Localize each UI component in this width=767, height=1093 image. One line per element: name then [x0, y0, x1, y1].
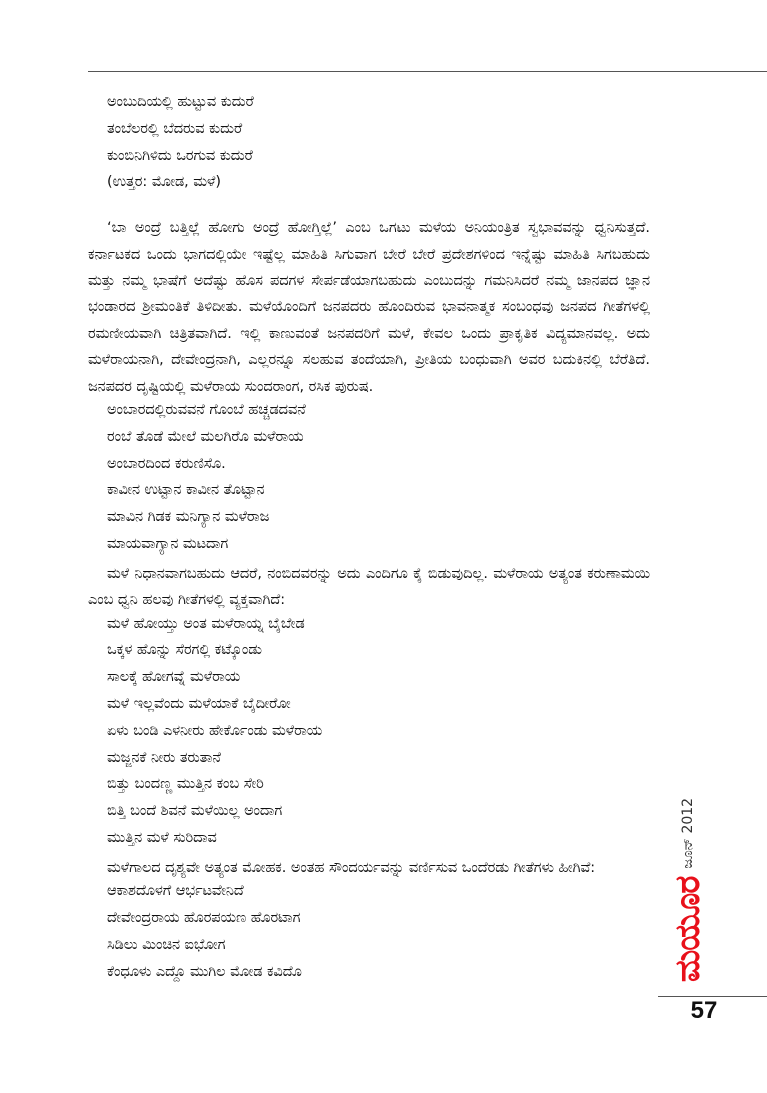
magazine-sidebar: [658, 793, 718, 988]
article-body: [88, 92, 650, 988]
riddle-verse: [88, 92, 650, 199]
verse-line: ಕುಂಬಿನಿಗಿಳಿದು ಒರಗುವ ಕುದುರೆ: [107, 147, 253, 164]
verse-line: ಮಳೆ ಹೋಯ್ತು ಅಂತ ಮಳೆರಾಯ್ನ ಬೈಬೇಡ: [107, 615, 305, 632]
top-rule: [88, 71, 767, 72]
verse-line: ಕಾವೀನ ಉಟ್ಟಾನ ಕಾವೀನ ತೊಟ್ಟಾನ: [107, 482, 265, 499]
verse-line: ದೇವೇಂದ್ರರಾಯ ಹೊರಪಯಣ ಹೊರಟಾಗ: [107, 910, 301, 926]
verse-line: ಏಳು ಬಂಡಿ ಎಳನೀರು ಹೇರ್ಕೊಂಡು ಮಳೆರಾಯ: [107, 722, 323, 739]
verse-line: ಬಿತ್ತು ಬಂದಣ್ಣ ಮುತ್ತಿನ ಕಂಬ ಸೇರಿ: [107, 776, 264, 793]
verse-line: ಸಿಡಿಲು ಮಿಂಚಿನ ಐಭೋಗ: [107, 936, 226, 953]
magazine-logo: ಮಯೂರ: [668, 876, 708, 983]
paragraph: ಮಳೆ ನಿಧಾನವಾಗಬಹುದು ಆದರೆ, ನಂಬಿದವರನ್ನು ಅದು ಎಂದಿಗೂ ಕೈ ಬಿಡುವುದಿಲ್ಲ. ಮಳೆರಾಯ ಅತ್ಯಂತ ಕರುಣಾಮಯಿ ಎಂಬ ಧ್ವನಿ ಹಲವು ಗೀತೆಗಳಲ್ಲಿ ವ್ಯಕ್ತವಾಗಿದೆ:: [88, 565, 650, 609]
verse-line: ತಂಬೆಲರಲ್ಲಿ ಬೆದರುವ ಕುದುರೆ: [107, 120, 243, 137]
verse-line: ಮಜ್ಜನಕೆ ನೀರು ತರುತಾನೆ: [107, 749, 221, 766]
verse-block: [88, 400, 650, 561]
verse-line: ಆಕಾಶದೊಳಗೆ ಆರ್ಭಟವೇನಿದೆ: [107, 883, 244, 900]
page-number: 57: [690, 997, 718, 1024]
verse-block: [88, 614, 650, 855]
verse-line: ಮುತ್ತಿನ ಮಳೆ ಸುರಿದಾವ: [107, 830, 217, 846]
paragraph: ಮಳೆಗಾಲದ ದೃಶ್ಯವೇ ಅತ್ಯಂತ ಮೋಹಕ. ಅಂತಹ ಸೌಂದರ್ಯವನ್ನು ವರ್ಣಿಸುವ ಒಂದೆರಡು ಗೀತೆಗಳು ಹೀಗಿವೆ:: [107, 859, 596, 876]
verse-line: ಅಂಬಾರದಿಂದ ಕರುಣಿಸೊ.: [107, 455, 226, 472]
verse-block: [88, 881, 650, 988]
verse-line: ರಂಬೆ ತೊಡೆ ಮೇಲೆ ಮಲಗಿರೊ ಮಳೆರಾಯ: [107, 428, 304, 445]
verse-line: ಮಳೆ ಇಲ್ಲವೆಂದು ಮಳೆಯಾಕೆ ಬೈದೀರೋ: [107, 696, 291, 713]
verse-line: ಬಿತ್ತಿ ಬಂದೆ ಶಿವನೆ ಮಳೆಯಿಲ್ಲ ಅಂದಾಗ: [107, 803, 283, 820]
verse-line: ಕೆಂಧೂಳು ಎದ್ದೊ ಮುಗಿಲ ಮೋಡ ಕವಿದೊ: [107, 963, 302, 980]
verse-line: ಸಾಲಕ್ಕೆ ಹೋಗವ್ನೆ ಮಳೆರಾಯ: [107, 669, 241, 686]
riddle-answer: (ಉತ್ತರ: ಮೋಡ, ಮಳೆ): [107, 174, 221, 191]
paragraph: ‘ಬಾ ಅಂದ್ರೆ ಬತ್ತಿಲ್ಲೆ ಹೋಗು ಅಂದ್ರೆ ಹೋಗ್ತಿಲ್ಲೆ’ ಎಂಬ ಒಗಟು ಮಳೆಯ ಅನಿಯಂತ್ರಿತ ಸ್ವಭಾವವನ್ನು ಧ್ವನಿಸುತ್ತದೆ. ಕರ್ನಾಟಕದ ಒಂದು ಭಾಗದಲ್ಲಿಯೇ ಇಷ್ಟೆಲ್ಲ ಮಾಹಿತಿ ಸಿಗುವಾಗ ಬೇರೆ ಬೇರೆ ಪ್ರದೇಶಗಳಿಂದ ಇನ್ನೆಷ್ಟು ಮಾಹಿತಿ ಸಿಗಬಹುದು ಮತ್ತು ನಮ್ಮ ಭಾಷೆಗೆ ಅದೆಷ್ಟು ಹೊಸ ಪದಗಳ ಸೇರ್ಪಡೆಯಾಗಬಹುದು ಎಂಬುದನ್ನು ಗಮನಿಸಿದರೆ ನಮ್ಮ ಜಾನಪದ ಜ್ಞಾನ ಭಂಡಾರದ ಶ್ರೀಮಂತಿಕೆ ತಿಳಿದೀತು. ಮಳೆಯೊಂದಿಗೆ ಜನಪದರು ಹೊಂದಿರುವ ಭಾವನಾತ್ಮಕ ಸಂಬಂಧವು ಜನಪದ ಗೀತೆಗಳಲ್ಲಿ ರಮಣೀಯವಾಗಿ ಚಿತ್ರಿತವಾಗಿದೆ. ಇಲ್ಲಿ ಕಾಣುವಂತೆ ಜನಪದರಿಗೆ ಮಳೆ, ಕೇವಲ ಒಂದು ಪ್ರಾಕೃತಿಕ ವಿದ್ಯಮಾನವಲ್ಲ. ಅದು ಮಳೆರಾಯನಾಗಿ, ದೇವೇಂದ್ರನಾಗಿ, ಎಲ್ಲರನ್ನೂ ಸಲಹುವ ತಂದೆಯಾಗಿ, ಪ್ರೀತಿಯ ಬಂಧುವಾಗಿ ಅವರ ಬದುಕಿನಲ್ಲಿ ಬೆರೆತಿದೆ. ಜನಪದರ ದೃಷ್ಟಿಯಲ್ಲಿ ಮಳೆರಾಯ ಸುಂದರಾಂಗ, ರಸಿಕ ಪುರುಷ.: [88, 220, 650, 395]
verse-line: ಅಂಬಾರದಲ್ಲಿರುವವನೆ ಗೊಂಬೆ ಹಚ್ಚಡದವನೆ: [107, 402, 306, 419]
verse-line: ಮಾಯವಾಗ್ಯಾನ ಮಟದಾಗ: [107, 536, 229, 553]
verse-line: ಮಾವಿನ ಗಿಡಕ ಮನಿಗ್ಯಾನ ಮಳೆರಾಜ: [107, 509, 270, 526]
issue-date: ಜೂನ್ 2012: [680, 797, 696, 869]
verse-line: ಒಕ್ಕಳ ಹೊನ್ನು ಸೆರಗಲ್ಲಿ ಕಟ್ಕೊಂಡು: [107, 642, 262, 659]
verse-line: ಅಂಬುದಿಯಲ್ಲಿ ಹುಟ್ಟುವ ಕುದುರೆ: [107, 94, 254, 110]
